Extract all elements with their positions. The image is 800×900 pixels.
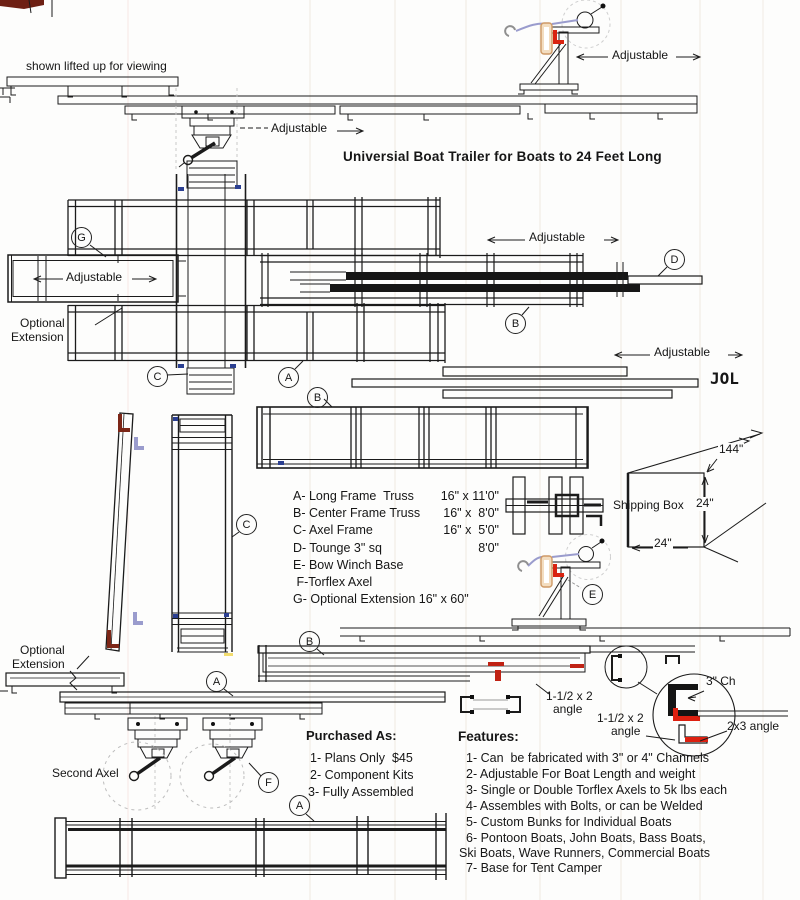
- lifted-bunk-side-view: [7, 77, 178, 97]
- left-vertical-beams: [106, 413, 233, 656]
- optional-extension-label-bot-1: Optional: [20, 643, 65, 657]
- parts-row-size: 16" x 8'0": [443, 506, 499, 520]
- channel-3in-label: 3" Ch: [706, 674, 736, 688]
- shipping-box-width-dim: 24": [654, 536, 672, 550]
- parts-row-name: A- Long Frame Truss: [293, 489, 414, 503]
- channel-detail-small-circle: [605, 646, 679, 694]
- parts-row-name: D- Tounge 3" sq: [293, 541, 382, 555]
- adjustable-label-extension: Adjustable: [66, 270, 123, 284]
- callout-f: F: [258, 772, 279, 793]
- page-title: Universial Boat Trailer for Boats to 24 Feet Long: [343, 149, 662, 164]
- note-lifted: shown lifted up for viewing: [26, 59, 167, 73]
- purchased-item: 1- Plans Only $45: [310, 751, 413, 765]
- axle-frame-front-view: [506, 477, 603, 534]
- adjustable-label-right-1: Adjustable: [529, 230, 586, 244]
- adjustable-label-right-2: Adjustable: [654, 345, 711, 359]
- optional-extension-label-bot-2: Extension: [12, 657, 65, 671]
- callout-a-low: A: [206, 671, 227, 692]
- adjustable-label-winch: Adjustable: [612, 48, 669, 62]
- angle-label-a1: 1-1/2 x 2: [546, 689, 593, 703]
- torflex-axle-assembly: [180, 718, 262, 808]
- parts-row-name: F-Torflex Axel: [293, 575, 373, 589]
- second-axel-label: Second Axel: [52, 766, 119, 780]
- feature-item: 5- Custom Bunks for Individual Boats: [466, 815, 672, 829]
- callout-b-top: B: [307, 387, 328, 408]
- angle-label-2x3: 2x3 angle: [727, 719, 780, 733]
- callout-b-low: B: [299, 631, 320, 652]
- shipping-box-length-dim: 144": [719, 442, 744, 456]
- callout-g: G: [71, 227, 92, 248]
- feature-item: 2- Adjustable For Boat Length and weight: [466, 767, 696, 781]
- torflex-axle-assembly: [103, 718, 187, 810]
- parts-row-name: E- Bow Winch Base: [293, 558, 404, 572]
- feature-item: 3- Single or Double Torflex Axels to 5k lbs each: [466, 783, 728, 797]
- parts-row-name: B- Center Frame Truss: [293, 506, 421, 520]
- shipping-box-label: Shipping Box: [613, 498, 684, 512]
- optional-extension-label-top-2: Extension: [11, 330, 64, 344]
- callout-d: D: [664, 249, 685, 270]
- long-thin-beams-lower: [340, 628, 790, 652]
- parts-row-size: 8'0": [478, 541, 499, 555]
- adjustable-label-side: Adjustable: [271, 121, 328, 135]
- callout-c-mid: C: [236, 514, 257, 535]
- shipping-box-height-dim: 24": [696, 496, 714, 510]
- jol-logo: JOL: [710, 369, 739, 388]
- b-truss-front-view: [257, 407, 588, 468]
- parts-row-size: 16" x 5'0": [443, 523, 499, 537]
- feature-item: Ski Boats, Wave Runners, Commercial Boats: [459, 846, 711, 860]
- parts-row-size: 16" x 11'0": [440, 489, 499, 503]
- angle-label-b2: angle: [611, 724, 641, 738]
- purchased-item: 3- Fully Assembled: [308, 785, 414, 799]
- callout-a-top: A: [278, 367, 299, 388]
- angle-label-b1: 1-1/2 x 2: [597, 711, 644, 725]
- purchased-heading: Purchased As:: [306, 728, 397, 743]
- feature-item: 6- Pontoon Boats, John Boats, Bass Boats,: [466, 831, 706, 845]
- feature-item: 1- Can be fabricated with 3" or 4" Channels: [466, 751, 710, 765]
- feature-item: 4- Assembles with Bolts, or can be Welded: [466, 799, 703, 813]
- optional-extension-label-top-1: Optional: [20, 316, 65, 330]
- parts-row-name: G- Optional Extension 16" x 60": [293, 592, 469, 606]
- callout-b-right: B: [505, 313, 526, 334]
- features-heading: Features:: [458, 729, 519, 744]
- callout-e: E: [582, 584, 603, 605]
- angle-label-a2: angle: [553, 702, 583, 716]
- feature-item: 7- Base for Tent Camper: [466, 861, 602, 875]
- channel-cross-sections: [461, 684, 549, 714]
- purchased-item: 2- Component Kits: [310, 768, 414, 782]
- callout-c-top: C: [147, 366, 168, 387]
- bow-winch-top: [505, 0, 700, 94]
- parts-row-name: C- Axel Frame: [293, 523, 373, 537]
- loose-beams-mid-right: [352, 367, 698, 398]
- bottom-truss-a: [55, 813, 446, 880]
- top-left-fragment: [0, 0, 52, 103]
- optional-extension-beam: [0, 671, 124, 693]
- bow-winch-e: [512, 535, 611, 631]
- callout-a-bottom: A: [289, 795, 310, 816]
